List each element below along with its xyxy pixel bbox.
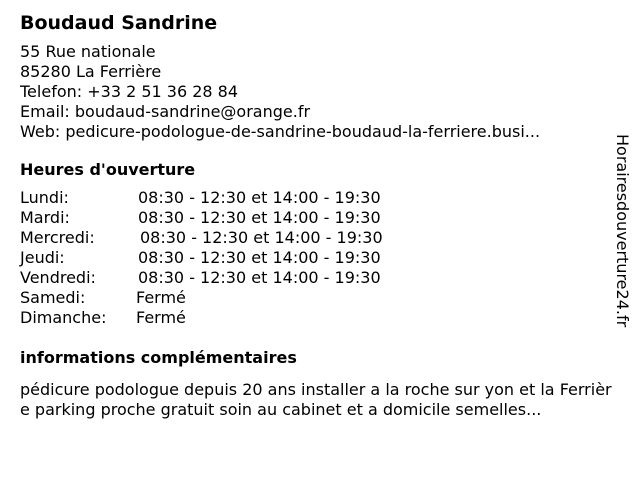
phone-line: Telefon: +33 2 51 36 28 84 (20, 82, 239, 101)
opening-hours-table (20, 188, 612, 328)
business-card (20, 10, 612, 420)
day-hours: 08:30 - 12:30 et 14:00 - 19:30 (138, 208, 381, 227)
day-label: Mercredi: (20, 228, 95, 247)
additional-info-text: pédicure podologue depuis 20 ans installer a la roche sur yon et la Ferrière parking proche gratuit soin au cabinet et a domicile semelles... (20, 380, 612, 419)
day-hours: 08:30 - 12:30 et 14:00 - 19:30 (138, 248, 381, 267)
day-hours: 08:30 - 12:30 et 14:00 - 19:30 (138, 188, 381, 207)
site-watermark: Horairesdouverture24.fr (613, 134, 632, 328)
day-label: Lundi: (20, 188, 69, 207)
day-label: Jeudi: (20, 248, 65, 267)
address-street: 55 Rue nationale (20, 42, 156, 61)
web-line: Web: pedicure-podologue-de-sandrine-boudaud-la-ferriere.busi... (20, 122, 541, 141)
address-city: 85280 La Ferrière (20, 62, 162, 81)
hours-row-sunday (20, 308, 612, 328)
day-hours: Fermé (136, 288, 186, 307)
hours-row-friday (20, 268, 612, 288)
day-label: Dimanche: (20, 308, 107, 327)
day-label: Mardi: (20, 208, 70, 227)
hours-row-monday (20, 188, 612, 208)
hours-row-saturday (20, 288, 612, 308)
day-label: Vendredi: (20, 268, 96, 287)
day-hours: Fermé (136, 308, 186, 327)
day-hours: 08:30 - 12:30 et 14:00 - 19:30 (138, 268, 381, 287)
day-label: Samedi: (20, 288, 86, 307)
hours-row-thursday (20, 248, 612, 268)
hours-row-tuesday (20, 208, 612, 228)
opening-hours-title: Heures d'ouverture (20, 160, 196, 179)
day-hours: 08:30 - 12:30 et 14:00 - 19:30 (140, 228, 383, 247)
business-name: Boudaud Sandrine (20, 12, 218, 34)
email-line: Email: boudaud-sandrine@orange.fr (20, 102, 311, 121)
additional-info-title: informations complémentaires (20, 348, 297, 367)
hours-row-wednesday (20, 228, 612, 248)
